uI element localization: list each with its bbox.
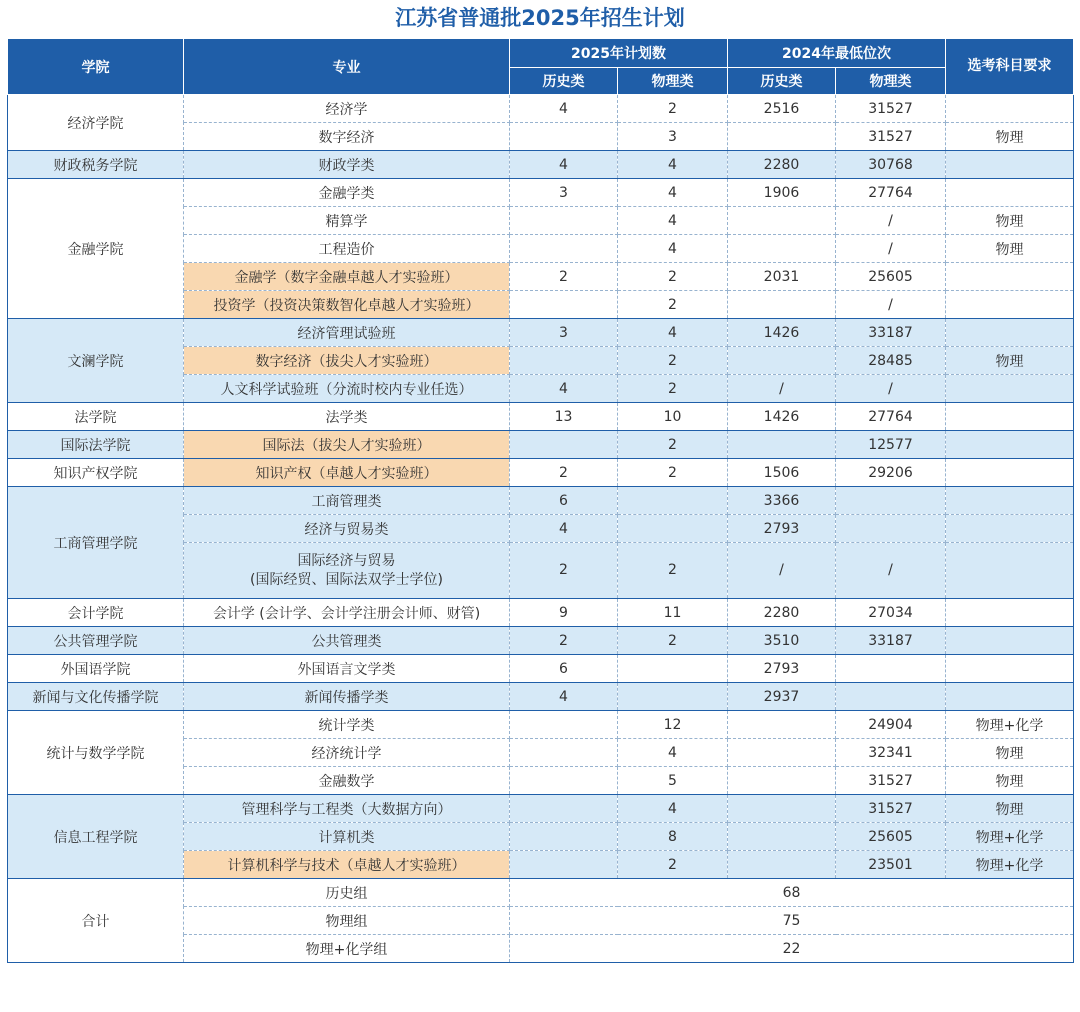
cell-plan-history: 4 [510, 515, 618, 543]
cell-plan-history [510, 851, 618, 879]
cell-rank-physics: / [836, 543, 946, 599]
cell-plan-physics: 4 [618, 795, 728, 823]
cell-rank-history [728, 795, 836, 823]
cell-plan-physics: 2 [618, 459, 728, 487]
cell-rank-physics: / [836, 207, 946, 235]
cell-subject [946, 655, 1074, 683]
cell-plan-physics: 2 [618, 347, 728, 375]
cell-subject [946, 459, 1074, 487]
cell-plan-physics: 4 [618, 179, 728, 207]
cell-plan-history: 2 [510, 627, 618, 655]
header-subject-requirement: 选考科目要求 [946, 39, 1074, 95]
table-row [8, 319, 1074, 347]
cell-rank-history [728, 207, 836, 235]
cell-plan-physics: 4 [618, 739, 728, 767]
cell-major: 金融学类 [184, 179, 510, 207]
cell-rank-history [728, 739, 836, 767]
cell-subject [946, 263, 1074, 291]
cell-college: 新闻与文化传播学院 [8, 683, 184, 711]
table-row [8, 487, 1074, 515]
cell-plan-history [510, 123, 618, 151]
cell-major: 投资学（投资决策数智化卓越人才实验班） [184, 291, 510, 319]
table-row [8, 151, 1074, 179]
cell-rank-physics: 27764 [836, 403, 946, 431]
cell-plan-history [510, 739, 618, 767]
cell-rank-physics: 25605 [836, 823, 946, 851]
cell-plan-history [510, 207, 618, 235]
cell-rank-physics: 27034 [836, 599, 946, 627]
cell-plan-physics: 2 [618, 95, 728, 123]
cell-plan-physics: 2 [618, 431, 728, 459]
cell-plan-history: 3 [510, 179, 618, 207]
cell-major: 公共管理类 [184, 627, 510, 655]
cell-rank-history [728, 851, 836, 879]
cell-plan-history: 6 [510, 655, 618, 683]
cell-plan-physics: 11 [618, 599, 728, 627]
cell-plan-history [510, 795, 618, 823]
cell-rank-history: 2793 [728, 515, 836, 543]
cell-rank-history: 1426 [728, 403, 836, 431]
cell-subject [946, 291, 1074, 319]
header-rank-history: 历史类 [728, 68, 836, 95]
header-college: 学院 [8, 39, 184, 95]
total-label: 合计 [8, 879, 184, 963]
cell-plan-physics: 5 [618, 767, 728, 795]
cell-subject: 物理 [946, 123, 1074, 151]
cell-college: 公共管理学院 [8, 627, 184, 655]
table-row [8, 683, 1074, 711]
cell-plan-physics: 2 [618, 291, 728, 319]
cell-plan-history [510, 291, 618, 319]
cell-subject [946, 431, 1074, 459]
total-row [8, 879, 1074, 907]
cell-plan-history: 4 [510, 151, 618, 179]
cell-plan-history: 2 [510, 459, 618, 487]
cell-subject [946, 151, 1074, 179]
cell-plan-history: 4 [510, 95, 618, 123]
cell-rank-physics: / [836, 235, 946, 263]
cell-plan-history: 2 [510, 263, 618, 291]
cell-plan-physics: 8 [618, 823, 728, 851]
cell-rank-physics: 31527 [836, 123, 946, 151]
header-rank-physics: 物理类 [836, 68, 946, 95]
cell-rank-physics: 30768 [836, 151, 946, 179]
cell-subject: 物理 [946, 739, 1074, 767]
cell-plan-history [510, 431, 618, 459]
table-row [8, 655, 1074, 683]
cell-plan-physics: 2 [618, 375, 728, 403]
cell-rank-physics [836, 515, 946, 543]
table-row [8, 599, 1074, 627]
cell-subject [946, 627, 1074, 655]
cell-major: 知识产权（卓越人才实验班） [184, 459, 510, 487]
cell-major: 统计学类 [184, 711, 510, 739]
cell-major: 数字经济（拔尖人才实验班） [184, 347, 510, 375]
cell-rank-history [728, 823, 836, 851]
table-row [8, 431, 1074, 459]
cell-rank-history: 1506 [728, 459, 836, 487]
cell-rank-history [728, 291, 836, 319]
cell-plan-physics [618, 487, 728, 515]
cell-plan-physics: 2 [618, 627, 728, 655]
cell-plan-history [510, 767, 618, 795]
header-plan-2025: 2025年计划数 [510, 39, 728, 68]
cell-subject: 物理 [946, 235, 1074, 263]
cell-subject [946, 95, 1074, 123]
cell-major: 财政学类 [184, 151, 510, 179]
cell-plan-physics: 3 [618, 123, 728, 151]
total-group-name: 历史组 [184, 879, 510, 907]
cell-subject [946, 179, 1074, 207]
cell-subject [946, 319, 1074, 347]
cell-major: 国际法（拔尖人才实验班） [184, 431, 510, 459]
cell-rank-history: 2516 [728, 95, 836, 123]
cell-plan-history [510, 823, 618, 851]
cell-major: 金融学（数字金融卓越人才实验班） [184, 263, 510, 291]
cell-rank-history [728, 123, 836, 151]
cell-subject: 物理+化学 [946, 823, 1074, 851]
cell-rank-history: 2031 [728, 263, 836, 291]
cell-subject: 物理 [946, 207, 1074, 235]
cell-major: 金融数学 [184, 767, 510, 795]
cell-college: 信息工程学院 [8, 795, 184, 879]
table-row [8, 95, 1074, 123]
cell-subject [946, 375, 1074, 403]
cell-major: 精算学 [184, 207, 510, 235]
cell-rank-physics [836, 683, 946, 711]
cell-rank-history: 3510 [728, 627, 836, 655]
cell-major: 经济管理试验班 [184, 319, 510, 347]
cell-plan-physics [618, 655, 728, 683]
cell-college: 国际法学院 [8, 431, 184, 459]
page-title: 江苏省普通批2025年招生计划 [395, 6, 685, 30]
cell-subject: 物理 [946, 767, 1074, 795]
cell-major: 工商管理类 [184, 487, 510, 515]
cell-major: 外国语言文学类 [184, 655, 510, 683]
cell-rank-physics: 31527 [836, 95, 946, 123]
cell-major [184, 543, 510, 599]
cell-rank-history: 3366 [728, 487, 836, 515]
cell-major: 工程造价 [184, 235, 510, 263]
cell-rank-physics: 31527 [836, 767, 946, 795]
cell-college: 金融学院 [8, 179, 184, 319]
cell-rank-history [728, 347, 836, 375]
cell-plan-physics: 4 [618, 235, 728, 263]
cell-college: 法学院 [8, 403, 184, 431]
cell-plan-physics: 2 [618, 543, 728, 599]
cell-plan-physics [618, 683, 728, 711]
cell-rank-physics: / [836, 291, 946, 319]
table-row [8, 795, 1074, 823]
cell-line: 国际经济与贸易 [297, 552, 396, 569]
cell-major: 新闻传播学类 [184, 683, 510, 711]
cell-major: 计算机类 [184, 823, 510, 851]
enrollment-plan-table [7, 38, 1074, 963]
cell-college: 财政税务学院 [8, 151, 184, 179]
cell-major: 人文科学试验班（分流时校内专业任选） [184, 375, 510, 403]
cell-rank-physics: 33187 [836, 627, 946, 655]
cell-rank-physics: 24904 [836, 711, 946, 739]
cell-subject: 物理 [946, 795, 1074, 823]
cell-subject [946, 683, 1074, 711]
cell-plan-physics: 2 [618, 851, 728, 879]
total-group-value: 22 [510, 935, 1074, 963]
cell-major: 经济与贸易类 [184, 515, 510, 543]
total-group-name: 物理组 [184, 907, 510, 935]
cell-plan-history [510, 711, 618, 739]
cell-rank-physics: 12577 [836, 431, 946, 459]
cell-college: 知识产权学院 [8, 459, 184, 487]
cell-plan-physics: 12 [618, 711, 728, 739]
cell-plan-physics: 4 [618, 319, 728, 347]
total-group-name: 物理+化学组 [184, 935, 510, 963]
cell-subject [946, 515, 1074, 543]
cell-rank-physics: 31527 [836, 795, 946, 823]
cell-rank-history [728, 235, 836, 263]
cell-rank-history: 2280 [728, 599, 836, 627]
cell-subject: 物理 [946, 347, 1074, 375]
cell-plan-history: 3 [510, 319, 618, 347]
cell-rank-physics [836, 655, 946, 683]
cell-major: 经济学 [184, 95, 510, 123]
cell-subject [946, 403, 1074, 431]
cell-major: 计算机科学与技术（卓越人才实验班） [184, 851, 510, 879]
cell-plan-history [510, 347, 618, 375]
cell-college: 外国语学院 [8, 655, 184, 683]
table-row [8, 627, 1074, 655]
cell-subject: 物理+化学 [946, 851, 1074, 879]
cell-plan-history [510, 235, 618, 263]
cell-plan-physics: 2 [618, 263, 728, 291]
cell-plan-history: 4 [510, 375, 618, 403]
cell-plan-history: 4 [510, 683, 618, 711]
cell-rank-history: 1906 [728, 179, 836, 207]
cell-plan-physics: 4 [618, 151, 728, 179]
cell-rank-physics: 27764 [836, 179, 946, 207]
cell-subject [946, 543, 1074, 599]
cell-plan-history: 2 [510, 543, 618, 599]
cell-major: 经济统计学 [184, 739, 510, 767]
table-row [8, 459, 1074, 487]
header-min-rank-2024: 2024年最低位次 [728, 39, 946, 68]
cell-plan-physics: 10 [618, 403, 728, 431]
cell-rank-physics [836, 487, 946, 515]
cell-rank-history: 1426 [728, 319, 836, 347]
cell-rank-history: / [728, 375, 836, 403]
cell-line: (国际经贸、国际法双学士学位) [250, 571, 443, 588]
table-row [8, 179, 1074, 207]
cell-college: 文澜学院 [8, 319, 184, 403]
cell-rank-history: 2937 [728, 683, 836, 711]
cell-college: 经济学院 [8, 95, 184, 151]
cell-major: 数字经济 [184, 123, 510, 151]
total-group-value: 75 [510, 907, 1074, 935]
cell-plan-history: 13 [510, 403, 618, 431]
cell-plan-history: 6 [510, 487, 618, 515]
cell-subject [946, 487, 1074, 515]
cell-college: 统计与数学学院 [8, 711, 184, 795]
cell-plan-physics: 4 [618, 207, 728, 235]
table-row [8, 711, 1074, 739]
cell-college: 会计学院 [8, 599, 184, 627]
cell-rank-history: 2793 [728, 655, 836, 683]
cell-major: 法学类 [184, 403, 510, 431]
cell-rank-physics: 29206 [836, 459, 946, 487]
cell-subject: 物理+化学 [946, 711, 1074, 739]
cell-major: 管理科学与工程类（大数据方向） [184, 795, 510, 823]
header-plan-history: 历史类 [510, 68, 618, 95]
total-group-value: 68 [510, 879, 1074, 907]
cell-subject [946, 599, 1074, 627]
cell-rank-physics: / [836, 375, 946, 403]
cell-rank-history [728, 711, 836, 739]
table-row [8, 403, 1074, 431]
cell-rank-physics: 23501 [836, 851, 946, 879]
cell-rank-physics: 33187 [836, 319, 946, 347]
cell-college: 工商管理学院 [8, 487, 184, 599]
cell-rank-physics: 28485 [836, 347, 946, 375]
cell-rank-history [728, 767, 836, 795]
cell-rank-history: / [728, 543, 836, 599]
cell-rank-physics: 25605 [836, 263, 946, 291]
cell-rank-history: 2280 [728, 151, 836, 179]
cell-rank-physics: 32341 [836, 739, 946, 767]
header-plan-physics: 物理类 [618, 68, 728, 95]
header-major: 专业 [184, 39, 510, 95]
cell-plan-history: 9 [510, 599, 618, 627]
cell-plan-physics [618, 515, 728, 543]
cell-major: 会计学 (会计学、会计学注册会计师、财管) [184, 599, 510, 627]
cell-rank-history [728, 431, 836, 459]
